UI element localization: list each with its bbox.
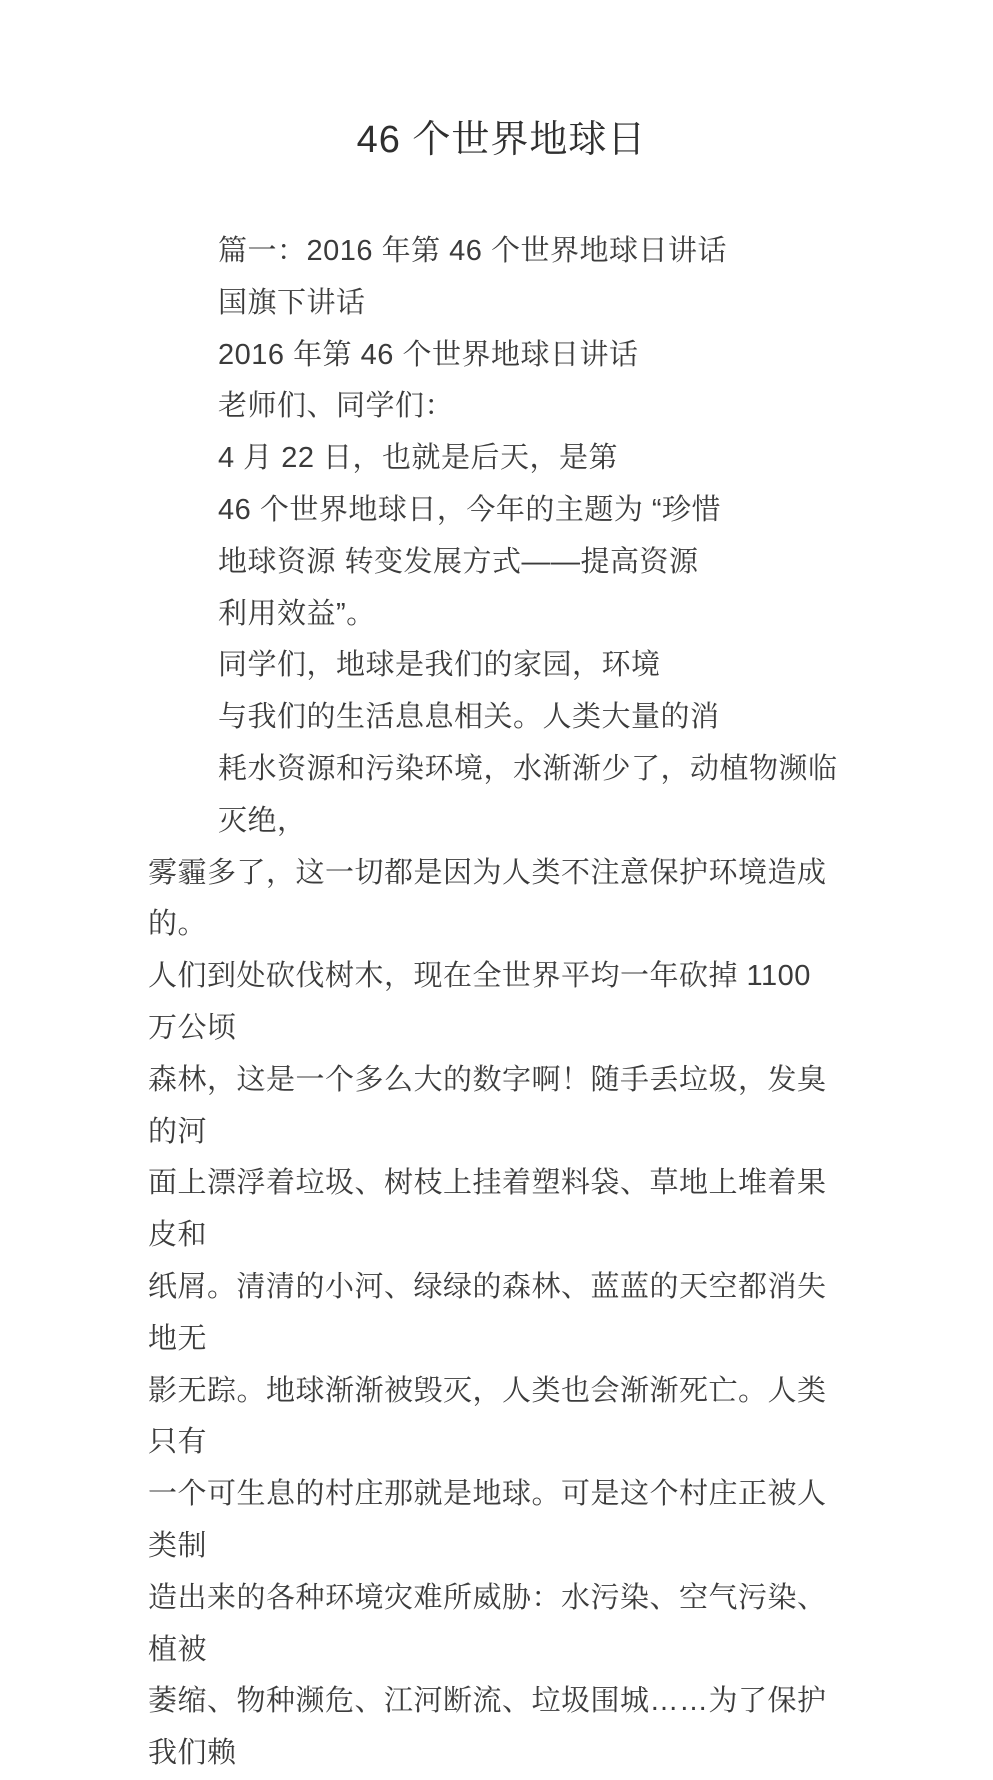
text-line: 与我们的生活息息相关。人类大量的消 [218,701,720,734]
text-line: 地球资源 转变发展方式——提高资源 [218,545,699,578]
text-line: 同学们，地球是我们的家园，环境 [218,649,661,682]
text-line: 纸屑。清清的小河、绿绿的森林、蓝蓝的天空都消失地无 [148,1270,827,1355]
text-line: 利用效益”。 [218,597,376,630]
text-line: 4 月 22 日，也就是后天，是第 [218,442,619,475]
text-line: 影无踪。地球渐渐被毁灭，人类也会渐渐死亡。人类只有 [148,1374,827,1459]
text-line: 面上漂浮着垃圾、树枝上挂着塑料袋、草地上堆着果皮和 [148,1167,827,1252]
text-line: 雾霾多了，这一切都是因为人类不注意保护环境造成的。 [148,856,827,941]
text-line: 森林，这是一个多么大的数字啊！随手丢垃圾，发臭的河 [148,1063,827,1148]
text-line: 萎缩、物种濒危、江河断流、垃圾围城……为了保护我们赖 [148,1685,827,1770]
text-line: 耗水资源和污染环境，水渐渐少了，动植物濒临灭绝， [218,752,838,837]
text-line: 2016 年第 46 个世界地球日讲话 [218,338,639,371]
text-line: 46 个世界地球日，今年的主题为 “珍惜 [218,493,722,526]
text-line: 一个可生息的村庄那就是地球。可是这个村庄正被人类制 [148,1478,827,1562]
text-line: 造出来的各种环境灾难所威胁：水污染、空气污染、植被 [148,1581,827,1666]
text-line: 人们到处砍伐树木，现在全世界平均一年砍掉 1100 万公顷 [148,960,829,1044]
page-title: 46 个世界地球日 [356,119,647,161]
text-line: 老师们、同学们： [218,390,455,423]
text-line: 篇一：2016 年第 46 个世界地球日讲话 [218,235,727,267]
text-line: 国旗下讲话 [218,286,366,319]
document-body [148,226,855,1780]
